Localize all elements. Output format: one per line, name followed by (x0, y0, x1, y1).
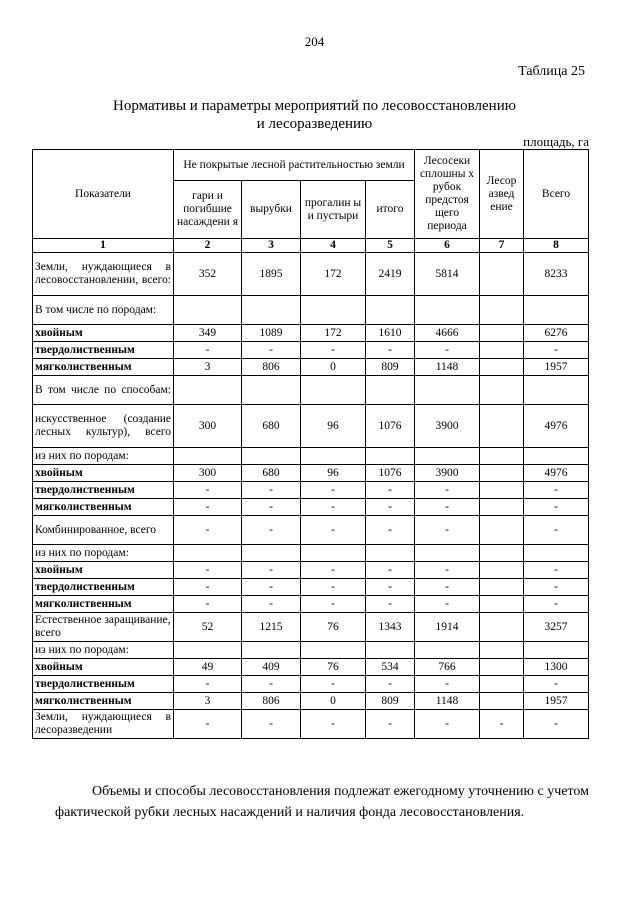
cell-col-6: 5814 (415, 253, 480, 296)
header-subtotal: итого (366, 181, 415, 239)
table-body (33, 253, 589, 739)
cell-col-7 (480, 613, 524, 642)
cell-col-2: - (174, 676, 242, 693)
cell-col-5: - (366, 596, 415, 613)
cell-col-6: - (415, 596, 480, 613)
cell-col-4: - (301, 516, 366, 545)
header-glades-wastelands: прогалин ы и пустыри (301, 181, 366, 239)
cell-col-2: 3 (174, 693, 242, 710)
cell-col-8: - (524, 562, 589, 579)
cell-col-2: - (174, 516, 242, 545)
cell-col-4: 96 (301, 465, 366, 482)
cell-col-6 (415, 296, 480, 325)
row-label: твердолиственным (33, 676, 174, 693)
footer-note (55, 781, 589, 823)
cell-col-2: 3 (174, 359, 242, 376)
cell-col-3: - (242, 499, 301, 516)
cell-col-5 (366, 376, 415, 405)
cell-col-8 (524, 642, 589, 659)
cell-col-3: 806 (242, 359, 301, 376)
column-number: 1 (33, 239, 174, 253)
cell-col-2: 300 (174, 465, 242, 482)
row-label: Земли, нуждающиеся в лесовосстановлении, всего: (33, 253, 174, 296)
row-label: из них по породам: (33, 448, 174, 465)
table-row (33, 342, 589, 359)
table-row (33, 499, 589, 516)
cell-col-4 (301, 545, 366, 562)
cell-col-5 (366, 296, 415, 325)
document-title (0, 97, 629, 133)
cell-col-8: - (524, 342, 589, 359)
cell-col-4: 0 (301, 693, 366, 710)
cell-col-7 (480, 676, 524, 693)
table-row (33, 516, 589, 545)
row-label: твердолиственным (33, 342, 174, 359)
cell-col-3: 806 (242, 693, 301, 710)
column-number: 7 (480, 239, 524, 253)
cell-col-5: - (366, 516, 415, 545)
cell-col-7: - (480, 710, 524, 739)
cell-col-3 (242, 448, 301, 465)
table-row (33, 579, 589, 596)
cell-col-6 (415, 545, 480, 562)
cell-col-7 (480, 325, 524, 342)
cell-col-6: - (415, 579, 480, 596)
row-label: хвойным (33, 465, 174, 482)
cell-col-6 (415, 642, 480, 659)
cell-col-6: 1148 (415, 359, 480, 376)
table-row (33, 613, 589, 642)
cell-col-2: - (174, 579, 242, 596)
cell-col-4: - (301, 342, 366, 359)
cell-col-8: - (524, 676, 589, 693)
cell-col-8: 8233 (524, 253, 589, 296)
cell-col-7 (480, 579, 524, 596)
cell-col-3: - (242, 482, 301, 499)
cell-col-5: - (366, 482, 415, 499)
table-label: Таблица 25 (518, 64, 585, 79)
cell-col-4: 76 (301, 613, 366, 642)
cell-col-7 (480, 659, 524, 676)
cell-col-6: - (415, 516, 480, 545)
cell-col-4: - (301, 710, 366, 739)
cell-col-8: 3257 (524, 613, 589, 642)
cell-col-8: 1957 (524, 693, 589, 710)
cell-col-3: - (242, 596, 301, 613)
row-label: твердолиственным (33, 579, 174, 596)
cell-col-4: 76 (301, 659, 366, 676)
row-label: Земли, нуждающиеся в лесоразведении (33, 710, 174, 739)
cell-col-7 (480, 465, 524, 482)
cell-col-8: - (524, 596, 589, 613)
cell-col-6: - (415, 342, 480, 359)
cell-col-3: 1215 (242, 613, 301, 642)
unit-label: площадь, га (523, 134, 589, 149)
cell-col-3: 680 (242, 465, 301, 482)
cell-col-3: - (242, 579, 301, 596)
cell-col-3: 1089 (242, 325, 301, 342)
cell-col-5: 534 (366, 659, 415, 676)
cell-col-7 (480, 516, 524, 545)
cell-col-7 (480, 405, 524, 448)
cell-col-7 (480, 693, 524, 710)
table-row (33, 376, 589, 405)
cell-col-6: - (415, 562, 480, 579)
cell-col-3: - (242, 676, 301, 693)
cell-col-2: 300 (174, 405, 242, 448)
column-number: 3 (242, 239, 301, 253)
table-row (33, 296, 589, 325)
row-label: из них по породам: (33, 545, 174, 562)
cell-col-2: - (174, 710, 242, 739)
cell-col-4: - (301, 579, 366, 596)
row-label: Комбинированное, всего (33, 516, 174, 545)
cell-col-6: 3900 (415, 465, 480, 482)
cell-col-7 (480, 562, 524, 579)
cell-col-8: 4976 (524, 465, 589, 482)
cell-col-6: - (415, 676, 480, 693)
table-row (33, 596, 589, 613)
column-number: 6 (415, 239, 480, 253)
row-label: Естественное заращивание, всего (33, 613, 174, 642)
cell-col-6: 1148 (415, 693, 480, 710)
row-label: искусственное (создание лесных культур), всего (33, 405, 174, 448)
page-number: 204 (304, 34, 325, 49)
cell-col-5 (366, 545, 415, 562)
cell-col-4: 172 (301, 253, 366, 296)
row-label: мягколиственным (33, 596, 174, 613)
cell-col-6: 766 (415, 659, 480, 676)
cell-col-8: 1300 (524, 659, 589, 676)
cell-col-6: 1914 (415, 613, 480, 642)
cell-col-2: - (174, 562, 242, 579)
cell-col-5: - (366, 579, 415, 596)
cell-col-2: 349 (174, 325, 242, 342)
cell-col-3 (242, 545, 301, 562)
table-row (33, 710, 589, 739)
cell-col-8: - (524, 499, 589, 516)
row-label: В том числе по способам: (33, 376, 174, 405)
cell-col-5: - (366, 710, 415, 739)
cell-col-5: - (366, 676, 415, 693)
cell-col-2 (174, 545, 242, 562)
cell-col-4: 0 (301, 359, 366, 376)
cell-col-5: 2419 (366, 253, 415, 296)
column-number: 4 (301, 239, 366, 253)
cell-col-7 (480, 642, 524, 659)
table-row (33, 359, 589, 376)
header-afforestation: Лесор азвед ение (480, 150, 524, 239)
column-number-row (33, 239, 589, 253)
title-line-1: Нормативы и параметры мероприятий по лесовосстановлению (113, 98, 516, 114)
cell-col-6: - (415, 499, 480, 516)
cell-col-4: - (301, 562, 366, 579)
cell-col-2: 352 (174, 253, 242, 296)
cell-col-2: 52 (174, 613, 242, 642)
header-cuttings: вырубки (242, 181, 301, 239)
cell-col-4 (301, 448, 366, 465)
cell-col-2: - (174, 482, 242, 499)
row-label: хвойным (33, 659, 174, 676)
cell-col-2: - (174, 499, 242, 516)
cell-col-4: 172 (301, 325, 366, 342)
cell-col-8: 4976 (524, 405, 589, 448)
table-row (33, 253, 589, 296)
row-label: твердолиственным (33, 482, 174, 499)
cell-col-6: 3900 (415, 405, 480, 448)
cell-col-7 (480, 253, 524, 296)
footer-text: Объемы и способы лесовосстановления подлежат ежегодному уточнению с учетом фактической рубки лесных насаждений и наличия фонда лесовосстановления. (55, 784, 589, 820)
cell-col-7 (480, 482, 524, 499)
cell-col-5 (366, 448, 415, 465)
table-row (33, 676, 589, 693)
cell-col-7 (480, 359, 524, 376)
cell-col-7 (480, 296, 524, 325)
table-row (33, 545, 589, 562)
row-label: мягколиственным (33, 499, 174, 516)
cell-col-2: 49 (174, 659, 242, 676)
cell-col-4: - (301, 499, 366, 516)
cell-col-7 (480, 499, 524, 516)
cell-col-5: 1076 (366, 465, 415, 482)
cell-col-8 (524, 545, 589, 562)
table-row (33, 482, 589, 499)
cell-col-6: 4666 (415, 325, 480, 342)
cell-col-4: - (301, 676, 366, 693)
cell-col-5: - (366, 342, 415, 359)
cell-col-2 (174, 296, 242, 325)
cell-col-5: 1343 (366, 613, 415, 642)
cell-col-2 (174, 642, 242, 659)
cell-col-6 (415, 448, 480, 465)
cell-col-5: 809 (366, 359, 415, 376)
cell-col-2 (174, 376, 242, 405)
cell-col-3: - (242, 710, 301, 739)
row-label: хвойным (33, 325, 174, 342)
cell-col-6 (415, 376, 480, 405)
cell-col-7 (480, 545, 524, 562)
cell-col-5: 809 (366, 693, 415, 710)
column-number: 5 (366, 239, 415, 253)
table-row (33, 405, 589, 448)
cell-col-3 (242, 296, 301, 325)
cell-col-8 (524, 296, 589, 325)
cell-col-5: 1610 (366, 325, 415, 342)
header-burnt-dead: гари и погибшие насаждени я (174, 181, 242, 239)
cell-col-8: 6276 (524, 325, 589, 342)
cell-col-6: - (415, 482, 480, 499)
cell-col-5: - (366, 562, 415, 579)
cell-col-5 (366, 642, 415, 659)
header-unforested-group: Не покрытые лесной растительностью земли (174, 150, 415, 181)
cell-col-4 (301, 376, 366, 405)
cell-col-3 (242, 642, 301, 659)
row-label: мягколиственным (33, 693, 174, 710)
table-row (33, 448, 589, 465)
cell-col-8 (524, 448, 589, 465)
cell-col-8: - (524, 710, 589, 739)
row-label: В том числе по породам: (33, 296, 174, 325)
cell-col-2: - (174, 342, 242, 359)
table-row (33, 659, 589, 676)
table-row (33, 562, 589, 579)
cell-col-2: - (174, 596, 242, 613)
cell-col-3: 680 (242, 405, 301, 448)
table-row (33, 465, 589, 482)
header-total: Всего (524, 150, 589, 239)
row-label: мягколиственным (33, 359, 174, 376)
cell-col-8: - (524, 516, 589, 545)
cell-col-8: 1957 (524, 359, 589, 376)
row-label: хвойным (33, 562, 174, 579)
cell-col-7 (480, 596, 524, 613)
cell-col-8: - (524, 579, 589, 596)
cell-col-8: - (524, 482, 589, 499)
cell-col-3: 1895 (242, 253, 301, 296)
cell-col-3: - (242, 342, 301, 359)
header-indicators: Показатели (33, 150, 174, 239)
data-table (32, 149, 589, 739)
cell-col-3: 409 (242, 659, 301, 676)
column-number: 8 (524, 239, 589, 253)
table-row (33, 693, 589, 710)
cell-col-7 (480, 376, 524, 405)
cell-col-3: - (242, 516, 301, 545)
cell-col-5: - (366, 499, 415, 516)
cell-col-4 (301, 296, 366, 325)
table-row (33, 325, 589, 342)
cell-col-4: - (301, 482, 366, 499)
title-line-2: и лесоразведению (256, 116, 373, 132)
row-label: из них по породам: (33, 642, 174, 659)
cell-col-3 (242, 376, 301, 405)
cell-col-4 (301, 642, 366, 659)
table-row (33, 642, 589, 659)
cell-col-3: - (242, 562, 301, 579)
cell-col-4: 96 (301, 405, 366, 448)
cell-col-4: - (301, 596, 366, 613)
header-clearcut-areas: Лесосеки сплошны х рубок предстоя щего периода (415, 150, 480, 239)
column-number: 2 (174, 239, 242, 253)
cell-col-8 (524, 376, 589, 405)
cell-col-5: 1076 (366, 405, 415, 448)
cell-col-7 (480, 448, 524, 465)
cell-col-6: - (415, 710, 480, 739)
cell-col-7 (480, 342, 524, 359)
cell-col-2 (174, 448, 242, 465)
